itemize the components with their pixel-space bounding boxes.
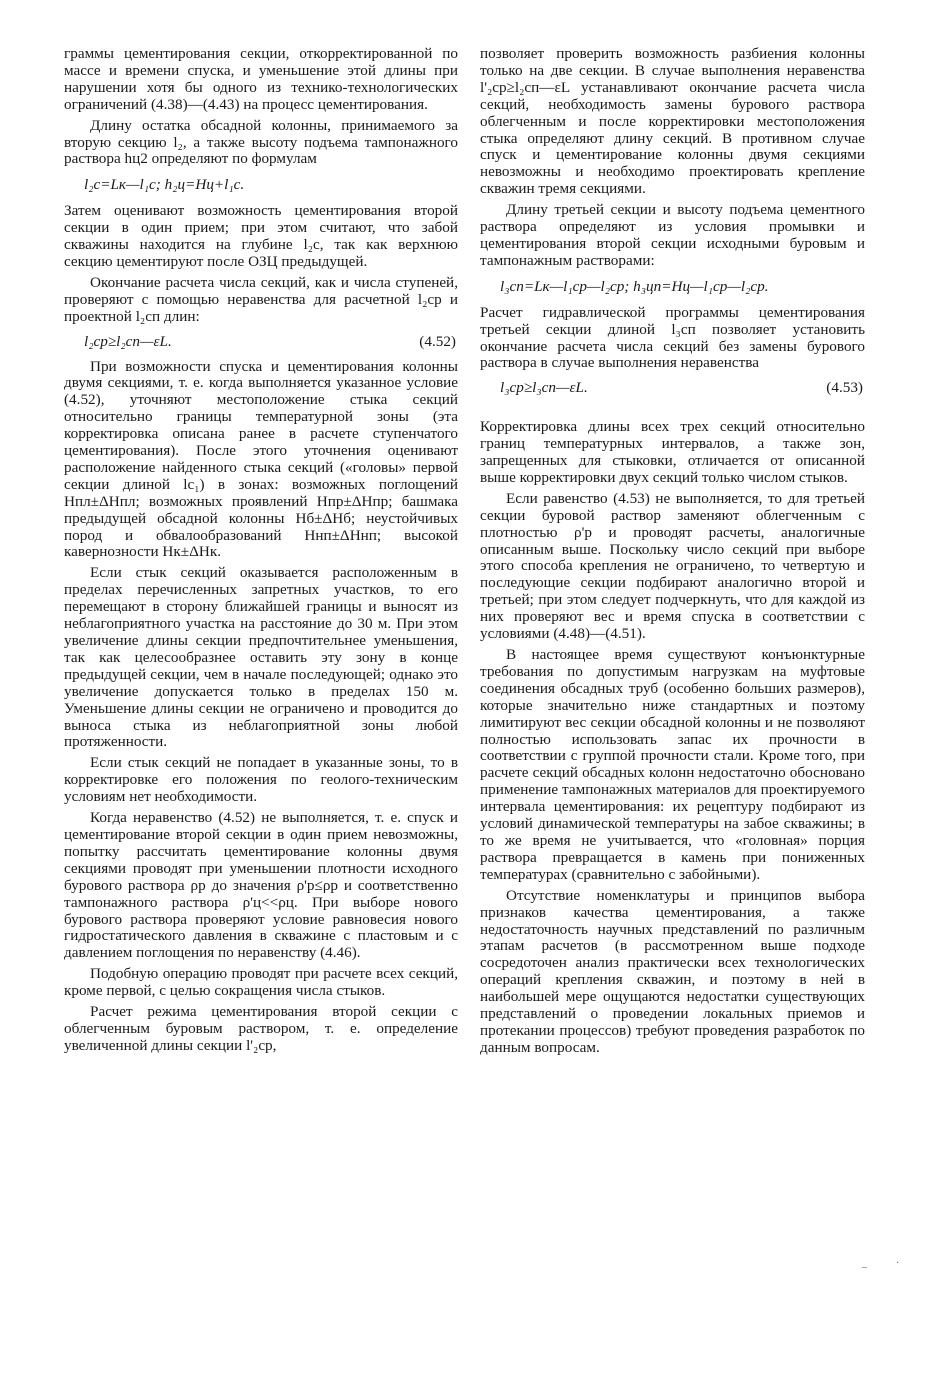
paragraph: Расчет режима цементирования второй секции с облегченным буровым раствором, т. е. определение увеличенной длины секции l'₂ср, bbox=[64, 1003, 458, 1054]
formula-expression: l₃ср≥l₃сп—εL. bbox=[500, 379, 588, 397]
paragraph: Затем оценивают возможность цементирования второй секции в один прием; при этом считают, что забой скважины находится на глубине l₂с, так как верхнюю секцию цементируют после ОЗЦ предыдущей. bbox=[64, 202, 458, 270]
paragraph: Если стык секций не попадает в указанные зоны, то в корректировке его положения по геолого-техническим условиям нет необходимости. bbox=[64, 754, 458, 806]
formula-expression: l₂ср≥l₂сп—εL. bbox=[84, 332, 172, 350]
scan-dot-mark: · bbox=[896, 1258, 900, 1269]
paragraph: Подобную операцию проводят при расчете всех секций, кроме первой, с целью сокращения числа стыков. bbox=[64, 965, 458, 1000]
paragraph: Если стык секций оказывается расположенным в пределах перечисленных запретных участков, то его перемещают в сторону ближайшей границы и выносят из неблагоприятного участка на расстояние до 30 м. При этом увеличение длины секции предпочтительнее уменьшения, так как целесообразнее оставить эту зону в конце предыдущей секции, чем в начале последующей; однако это увеличение допускается только в пределах 150 м. Уменьшение длины секции не ограничено и проводится до выноса стыка из неблагоприятной зоны любой протяженности. bbox=[64, 564, 458, 751]
formula: l₂с=Lк—l₁с; h₂ц=Hц+l₁с. bbox=[84, 176, 245, 194]
paragraph: Окончание расчета числа секций, как и числа ступеней, проверяют с помощью неравенства для расчетной l₂ср и проектной l₂сп длин: bbox=[64, 273, 458, 325]
paragraph: граммы цементирования секции, откорректированной по массе и времени спуска, и уменьшение этой длины при нарушении хотя бы одного из технико-технологических ограничений (4.38)—(4.43) на процесс цементирования. bbox=[64, 45, 458, 113]
paragraph: Корректировка длины всех трех секций относительно границ температурных интервалов, а также зон, запрещенных для стыковки, отличается от описанной выше корректировки двух секций только числом стыков. bbox=[480, 418, 865, 486]
paragraph: При возможности спуска и цементирования колонны двумя секциями, т. е. когда выполняется указанное условие (4.52), уточняют местоположение стыка секций относительно границы температурной зоны (эта корректировка описана ранее в расчете ступенчатого цементирования). После этого уточнения оценивают расположение найденного стыка секций («головы» первой секции длиной lс₁) в зонах: возможных поглощений Hпл±ΔHпл; возможных проявлений Hпр±ΔHпр; башмака предыдущей обсадной колонны Hб±ΔHб; неустойчивых пород и обвалообразований Hнп±ΔHнп; высокой кавернозности Hк±ΔHк. bbox=[64, 357, 458, 561]
paragraph: позволяет проверить возможность разбиения колонны только на две секции. В случае выполнения неравенства l'₂ср≥l₂сп—εL устанавливают окончание расчета числа секций, необходимость замены бурового раствора облегченным и после корректировки местоположения стыка определяют длину секций. В противном случае спуск и цементирование колонны двумя секциями невозможны и необходимо проектировать крепление скважин тремя секциями. bbox=[480, 45, 865, 198]
formula-numbered bbox=[84, 334, 458, 351]
paragraph: Длину остатка обсадной колонны, принимаемого за вторую секцию l₂, а также высоту подъема тампонажного раствора hц2 определяют по формулам bbox=[64, 116, 458, 168]
left-column bbox=[64, 46, 458, 1055]
right-column bbox=[480, 46, 865, 1057]
equation-number: (4.53) bbox=[826, 379, 863, 397]
paragraph: Когда неравенство (4.52) не выполняется, т. е. спуск и цементирование второй секции в один прием невозможны, попытку рассчитать цементирование колонны двумя секциями проводят при уменьшении плотности исходного бурового раствора ρр до значения ρ'р≤ρр и соответственно тампонажного раствора ρ'ц<<ρц. При выборе нового бурового раствора проверяют условие равновесия нового гидростатического давления в скважине с пластовым и с давлением поглощения по неравенству (4.46). bbox=[64, 809, 458, 962]
paragraph: Расчет гидравлической программы цементирования третьей секции длиной l₃сп позволяет установить окончание расчета числа секций без замены бурового раствора в случае выполнения неравенства bbox=[480, 303, 865, 372]
formula-numbered bbox=[500, 380, 865, 397]
paragraph: Отсутствие номенклатуры и принципов выбора признаков качества цементирования, а также недостаточность научных представлений по различным этапам расчетов (в рассмотренном выше подходе сосредоточен анализ практически всех технологических операций крепления скважин, и поэтому в ней в наибольшей мере ощущаются недостатки существующих представлений о проведении локальных приемов и протекании процессов) требуют проведения разработок по данным вопросам. bbox=[480, 886, 865, 1056]
paragraph: Длину третьей секции и высоту подъема цементного раствора определяют из условия промывки и цементирования второй секции исходными буровым и тампонажным растворами: bbox=[480, 201, 865, 269]
scan-dash-mark: – bbox=[862, 1262, 867, 1273]
formula: l₃сп=Lк—l₁ср—l₂ср; h₃цп=Hц—l₁ср—l₂ср. bbox=[500, 277, 769, 295]
paragraph: Если равенство (4.53) не выполняется, то для третьей секции буровой раствор заменяют облегченным с плотностью ρ'р и проводят расчеты, аналогичные описанным выше. Поскольку число секций при выборе этого способа крепления не ограничено, то четвертую и последующие секции подбирают аналогично второй и третьей; при этом следует подчеркнуть, что для каждой из них проверяют вес и время спуска в соответствии с условиями (4.48)—(4.51). bbox=[480, 489, 865, 643]
paragraph: В настоящее время существуют конъюнктурные требования по допустимым нагрузкам на муфтовые соединения обсадных труб (особенно больших размеров), которые значительно ниже стандартных и поэтому лимитируют вес секции обсадной колонны и не позволяют полностью использовать запас их прочности в соответствии с группой прочности стали. Кроме того, при расчете секций обсадных колонн недостаточно обосновано применение тампонажных материалов для проектируемого интервала цементирования: их рецептуру подбирают из условий динамической температуры на забое скважины; в то же время не учитывается, что «головная» порция раствора превращается в камень при пониженных температурах (сравнительно с забойными). bbox=[480, 646, 865, 883]
equation-number: (4.52) bbox=[419, 332, 456, 350]
